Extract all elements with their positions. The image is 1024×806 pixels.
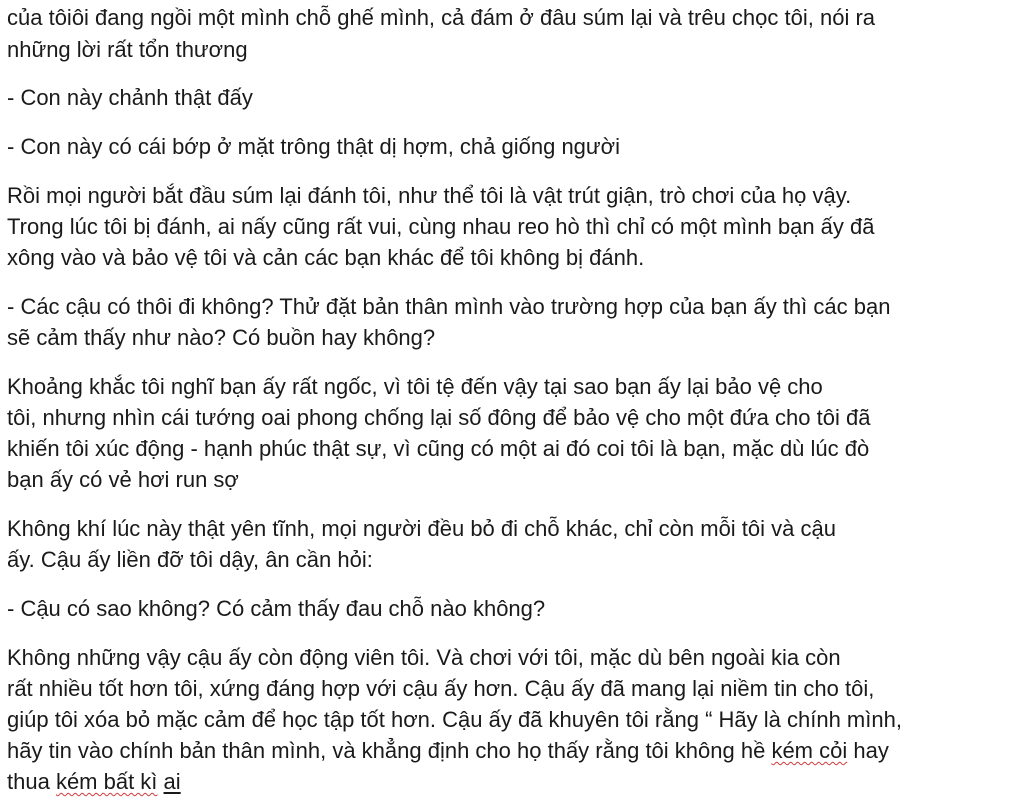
text-line: Rồi mọi người bắt đầu súm lại đánh tôi, như thể tôi là vật trút giận, trò chơi của họ vậy. [7, 183, 852, 208]
text-line: Trong lúc tôi bị đánh, ai nấy cũng rất vui, cùng nhau reo hò thì chỉ có một mình bạn ấy đã [7, 214, 875, 239]
text-line: - Cậu có sao không? Có cảm thấy đau chỗ nào không? [7, 596, 546, 621]
text-line: sẽ cảm thấy như nào? Có buồn hay không? [7, 325, 436, 350]
text-line: rất nhiều tốt hơn tôi, xứng đáng hợp với cậu ấy hơn. Cậu ấy đã mang lại niềm tin cho tôi, [7, 676, 875, 701]
text-line: Không khí lúc này thật yên tĩnh, mọi người đều bỏ đi chỗ khác, chỉ còn mỗi tôi và cậu [7, 516, 836, 541]
text-line: - Con này chảnh thật đấy [7, 85, 253, 110]
text-line: của tôiôi đang ngồi một mình chỗ ghế mình, cả đám ở đâu súm lại và trêu chọc tôi, nói ra [7, 5, 876, 30]
text-line: - Các cậu có thôi đi không? Thử đặt bản thân mình vào trường hợp của bạn ấy thì các bạn [7, 294, 891, 319]
text-line: những lời rất tổn thương [7, 37, 248, 62]
text-line: ấy. Cậu ấy liền đỡ tôi dậy, ân cần hỏi: [7, 547, 373, 572]
text-segment: hay [847, 738, 889, 763]
text-line [7, 736, 889, 765]
text-line: - Con này có cái bớp ở mặt trông thật dị hợm, chả giống người [7, 134, 620, 159]
text-line: tôi, nhưng nhìn cái tướng oai phong chống lại số đông để bảo vệ cho một đứa cho tôi đã [7, 405, 871, 430]
text-line: Không những vậy cậu ấy còn động viên tôi. Và chơi với tôi, mặc dù bên ngoài kia còn [7, 645, 841, 670]
text-line: bạn ấy có vẻ hơi run sợ [7, 467, 239, 492]
text-line: khiến tôi xúc động - hạnh phúc thật sự, vì cũng có một ai đó coi tôi là bạn, mặc dù lúc đò [7, 436, 870, 461]
text-line: xông vào và bảo vệ tôi và cản các bạn khác để tôi không bị đánh. [7, 245, 645, 270]
text-line: Khoảng khắc tôi nghĩ bạn ấy rất ngốc, vì tôi tệ đến vậy tại sao bạn ấy lại bảo vệ cho [7, 374, 823, 399]
text-segment: thua [7, 769, 56, 794]
spellcheck-flagged-text: kém cỏi [771, 738, 848, 763]
spellcheck-flagged-text: kém bất kì [55, 769, 158, 794]
underlined-text: ai [163, 769, 181, 794]
text-line: giúp tôi xóa bỏ mặc cảm để học tập tốt hơn. Cậu ấy đã khuyên tôi rằng “ Hãy là chính mình, [7, 707, 902, 732]
text-line [7, 767, 181, 796]
text-segment: hãy tin vào chính bản thân mình, và khẳng định cho họ thấy rằng tôi không hề [7, 738, 772, 763]
